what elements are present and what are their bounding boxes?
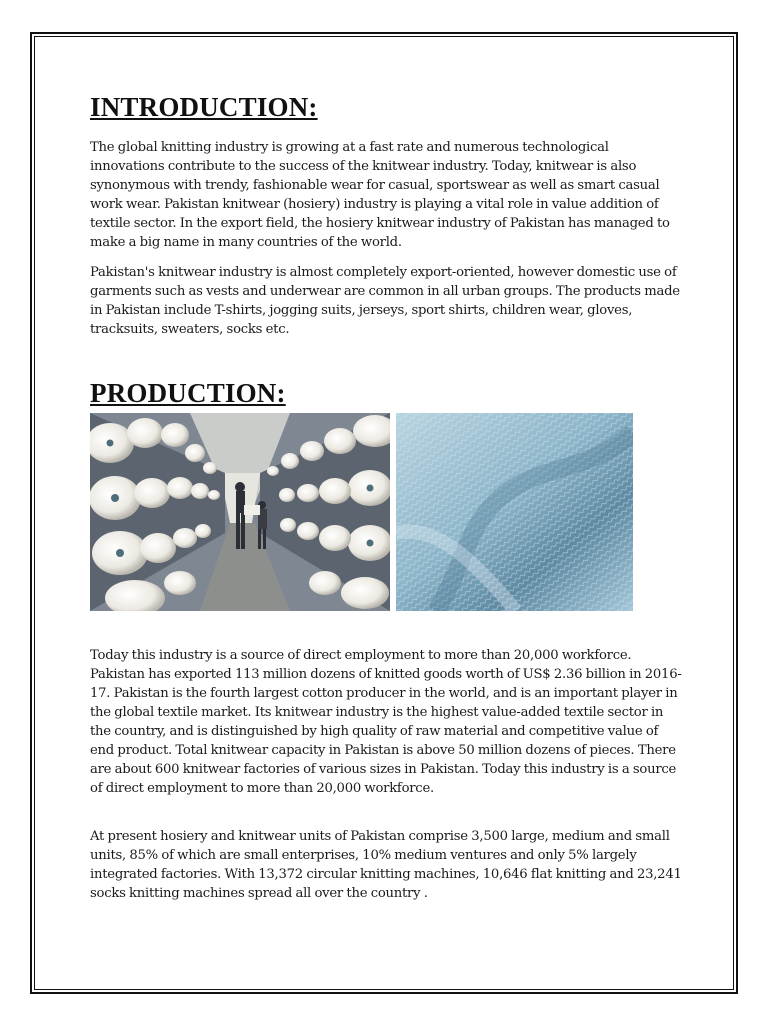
intro-paragraph-1: The global knitting industry is growing at a fast rate and numerous technological innovations contribute to the success of the knitwear industry. Today, knitwear is also synonymous with trendy, fashionable wear for casual, sportswear as well as smart casual work wear. Pakistan knitwear (hosiery) industry is playing a vital role in value addition of textile sector. In the export field, the hosiery knitwear industry of Pakistan has managed to make a big name in many countries of the world. (90, 140, 670, 250)
intro-paragraph-2: Pakistan's knitwear industry is almost completely export-oriented, however domestic use of garments such as vests and underwear are common in all urban groups. The products made in Pakistan include T-shirts, jogging suits, jerseys, sport shirts, children wear, gloves, tracksuits, sweaters, socks etc. (90, 265, 680, 337)
introduction-heading: INTRODUCTION: (90, 92, 318, 122)
production-paragraph-2: At present hosiery and knitwear units of Pakistan comprise 3,500 large, medium and small units, 85% of which are small enterprises, 10% medium ventures and only 5% largely integrated factories. With 13,372 circular knitting machines, 10,646 flat knitting and 23,241 socks knitting machines spread all over the country . (90, 829, 682, 901)
knitting-factory-illustration (90, 413, 390, 611)
knitting-factory-photo (90, 413, 390, 611)
production-paragraph-1: Today this industry is a source of direct employment to more than 20,000 workforce. Pakistan has exported 113 million dozens of knitted goods worth of US$ 2.36 billion in 2016-17. Pakistan is the fourth largest cotton producer in the world, and is an important player in the global textile market. Its knitwear industry is the highest value-added textile sector in the country, and is distinguished by high quality of raw material and competitive value of end product. Total knitwear capacity in Pakistan is above 50 million dozens of pieces. There are about 600 knitwear factories of various sizes in Pakistan. Today this industry is a source of direct employment to more than 20,000 workforce. (90, 648, 682, 796)
knitted-fabric-photo (396, 413, 633, 611)
production-heading: PRODUCTION: (90, 378, 286, 408)
knitted-fabric-illustration (396, 413, 633, 611)
